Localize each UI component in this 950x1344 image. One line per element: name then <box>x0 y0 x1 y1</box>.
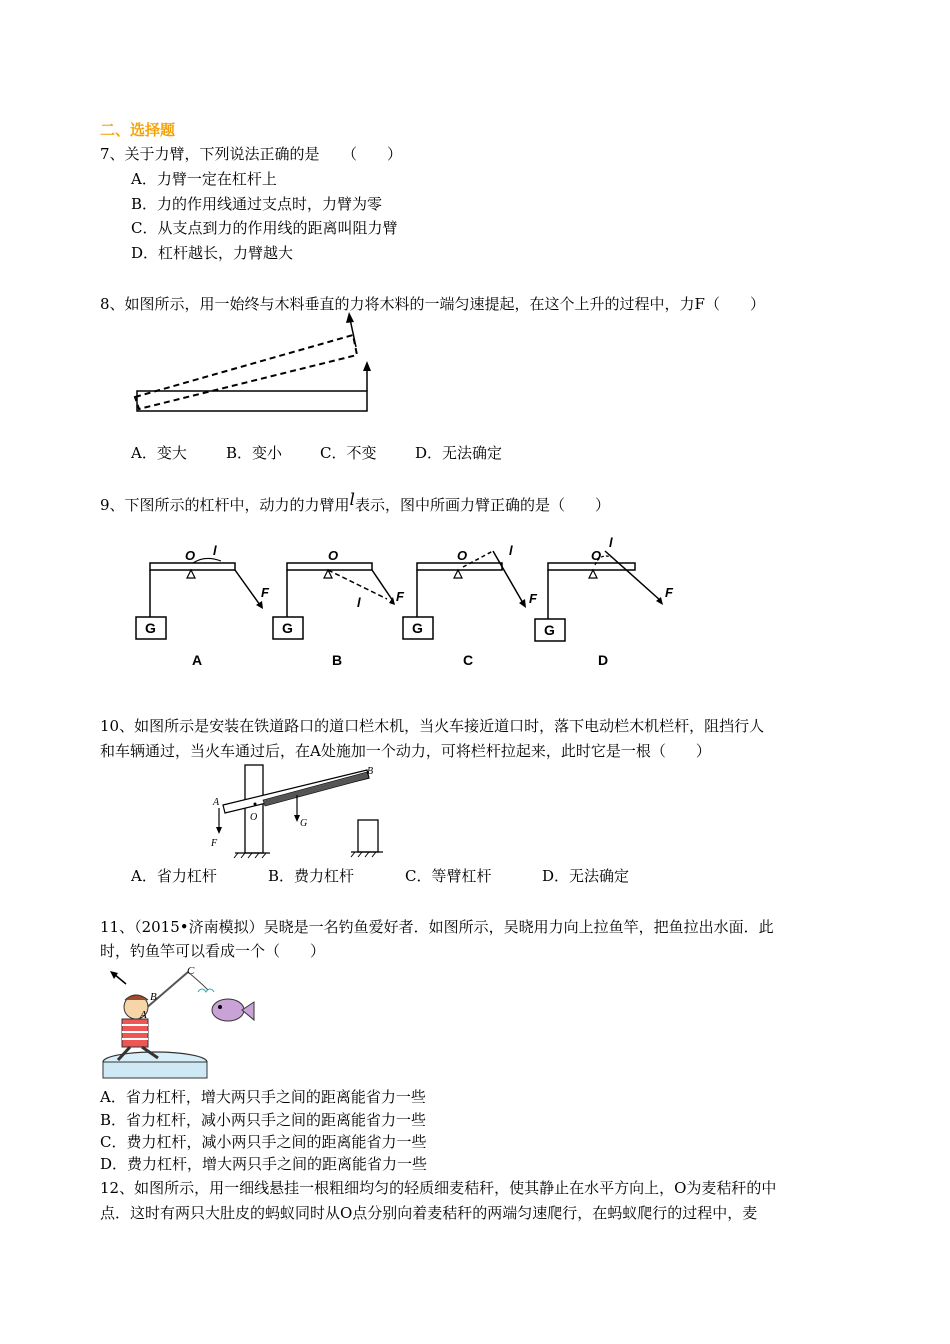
q9-figure <box>125 535 685 675</box>
q8-option-a: A．变大 <box>131 444 187 462</box>
q8-force-arrowhead-raised <box>346 312 354 323</box>
q9-b-label-g: G <box>282 620 293 636</box>
q9-a-label-o: O <box>185 548 196 563</box>
q10-option-c: C．等臂杠杆 <box>405 867 492 885</box>
q9-panel-a <box>136 543 270 668</box>
q10-support <box>358 820 378 852</box>
q11-option-d: D．费力杠杆，增大两只手之间的距离能省力一些 <box>100 1155 428 1173</box>
q10-option-b: B．费力杠杆 <box>268 867 355 885</box>
q10-figure <box>205 760 385 860</box>
q10-label-o: O <box>250 812 258 823</box>
q11-option-b: B．省力杠杆，减小两只手之间的距离能省力一些 <box>100 1111 427 1129</box>
q9-panel-label-b: B <box>332 652 343 668</box>
q9-a-label-g: G <box>145 620 156 636</box>
q7-option-a: A．力臂一定在杠杆上 <box>131 170 277 188</box>
q8-option-b: B．变小 <box>226 444 283 462</box>
q9-d-label-f: F <box>665 585 673 600</box>
q9-panel-label-a: A <box>192 652 203 668</box>
q7-option-d: D．杠杆越长，力臂越大 <box>131 244 294 262</box>
q11-fish <box>212 999 244 1021</box>
q10-label-f: F <box>211 838 218 849</box>
q11-label-b: B <box>150 991 157 1003</box>
q10-label-a: A <box>213 797 220 808</box>
q11-stem-line1: 11、（2015•济南模拟）吴晓是一名钓鱼爱好者．如图所示，吴晓用力向上拉鱼竿，把鱼拉出水面．此 <box>100 918 774 936</box>
q9-c-label-l: l <box>509 543 513 558</box>
q7-option-b: B．力的作用线通过支点时，力臂为零 <box>131 195 383 213</box>
q8-raised-plank <box>135 335 357 409</box>
q9-stem-after: 表示，图中所画力臂正确的是（ ） <box>354 496 610 514</box>
q10-option-d: D．无法确定 <box>542 867 630 885</box>
q9-d-label-l: l <box>609 535 613 550</box>
q9-c-label-o: O <box>457 548 468 563</box>
q9-a-label-l: l <box>213 543 217 558</box>
q9-panel-label-c: C <box>463 652 474 668</box>
q9-panel-c <box>403 543 538 668</box>
q9-c-label-f: F <box>529 591 537 606</box>
q9-stem-symbol: l <box>349 490 355 510</box>
q9-panel-d <box>535 535 674 668</box>
q10-bar-hatched <box>263 772 369 806</box>
q9-b-label-f: F <box>396 589 404 604</box>
q8-figure <box>125 305 385 420</box>
q12-stem-line1: 12、如图所示，用一细线悬挂一根粗细均匀的轻质细麦秸秆，使其静止在水平方向上，O为麦秸秆的中 <box>100 1179 777 1197</box>
q11-figure <box>100 962 260 1082</box>
q8-force-arrow-raised <box>350 319 356 347</box>
q9-d-label-g: G <box>544 622 555 638</box>
q10-stem-line2: 和车辆通过，当火车通过后，在A处施加一个动力，可将栏杆拉起来，此时它是一根（ ） <box>100 742 711 760</box>
q9-b-label-l: l <box>357 595 361 610</box>
q8-option-d: D．无法确定 <box>415 444 503 462</box>
q9-stem <box>100 490 610 515</box>
q9-d-label-o: O <box>591 548 602 563</box>
q9-panel-b <box>273 548 405 668</box>
q8-plank <box>137 391 367 411</box>
q9-panel-label-d: D <box>598 652 609 668</box>
q10-post <box>245 765 263 853</box>
section-title: 二、选择题 <box>100 121 176 139</box>
q11-label-c: C <box>187 965 195 977</box>
q12-stem-line2: 点．这时有两只大肚皮的蚂蚁同时从O点分别向着麦秸秆的两端匀速爬行，在蚂蚁爬行的过程中，麦 <box>100 1204 758 1222</box>
q11-option-c: C．费力杠杆，减小两只手之间的距离能省力一些 <box>100 1133 427 1151</box>
q9-b-label-o: O <box>328 548 339 563</box>
q10-option-a: A．省力杠杆 <box>131 867 217 885</box>
q10-stem-line1: 10、如图所示是安装在铁道路口的道口栏木机，当火车接近道口时，落下电动栏木机栏杆，阻挡行人 <box>100 717 765 735</box>
q9-c-label-g: G <box>412 620 423 636</box>
q11-stem-line2: 时，钓鱼竿可以看成一个（ ） <box>100 942 326 960</box>
q8-option-c: C．不变 <box>320 444 377 462</box>
q10-label-g: G <box>300 818 308 829</box>
q11-option-a: A．省力杠杆，增大两只手之间的距离能省力一些 <box>100 1088 426 1106</box>
q9-a-label-f: F <box>261 585 269 600</box>
q7-stem: 7、关于力臂，下列说法正确的是 （ ） <box>100 145 403 163</box>
q9-stem-before: 9、下图所示的杠杆中，动力的力臂用 <box>100 496 350 514</box>
q8-force-arrowhead-initial <box>363 361 371 371</box>
q10-label-b: B <box>367 766 374 777</box>
q8-stem: 8、如图所示，用一始终与木料垂直的力将木料的一端匀速提起，在这个上升的过程中，力F（ ） <box>100 295 765 313</box>
q11-label-a: A <box>140 1009 147 1021</box>
q7-option-c: C．从支点到力的作用线的距离叫阻力臂 <box>131 219 398 237</box>
